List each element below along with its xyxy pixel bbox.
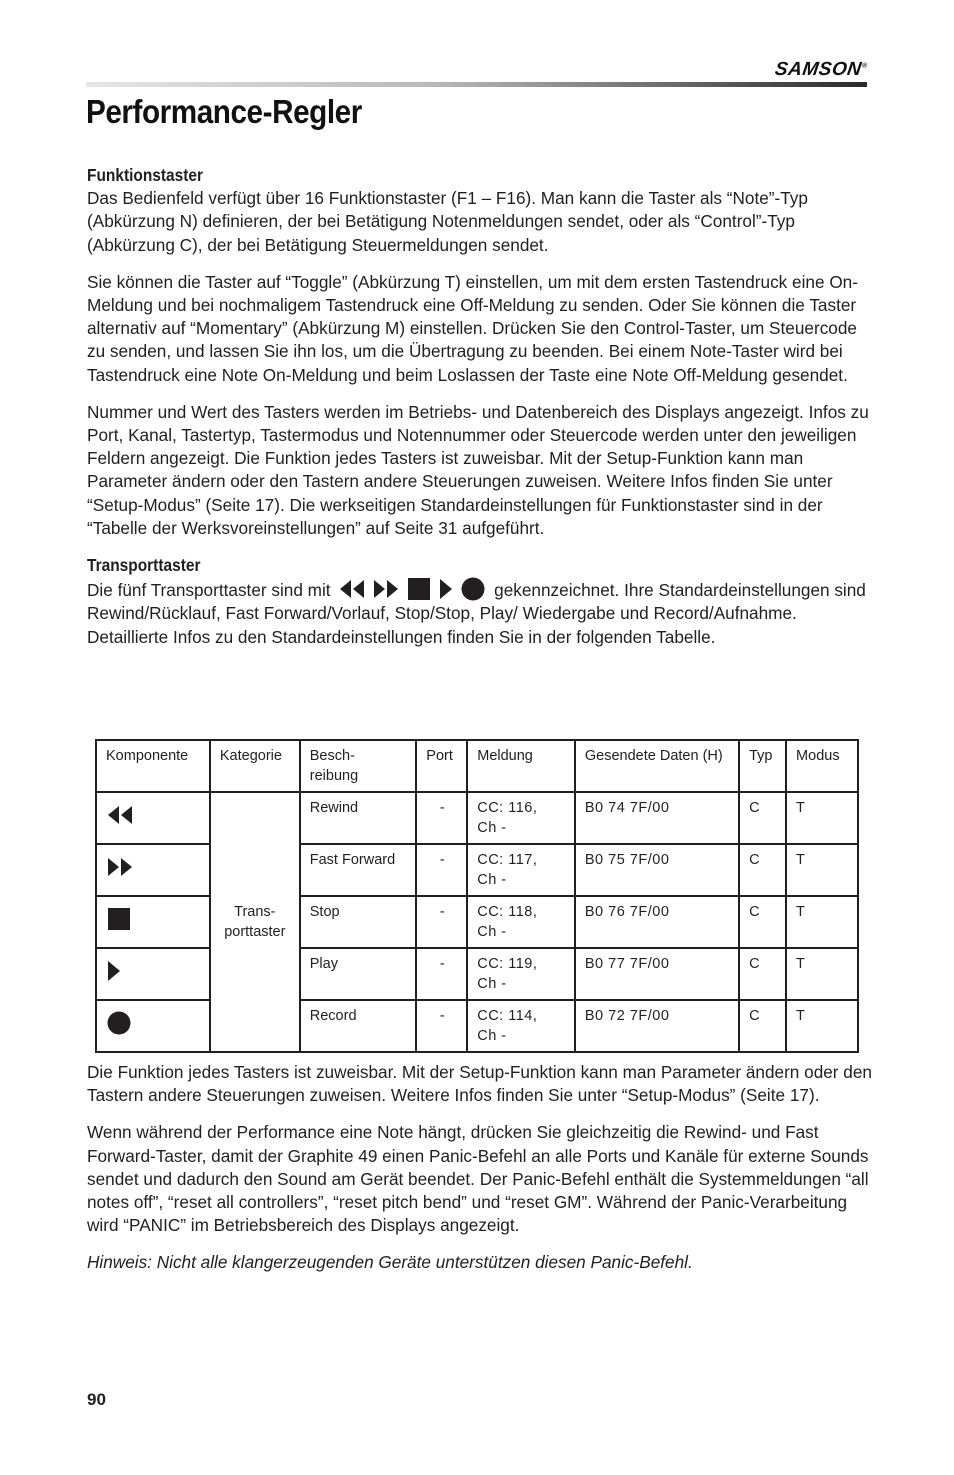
transport-icons — [339, 577, 485, 601]
description-cell: Play — [300, 948, 417, 1000]
paragraph: Das Bedienfeld verfügt über 16 Funktionstaster (F1 – F16). Man kann die Taster als “Note”-Typ (Abkürzung N) definieren, der bei Betätigung Notenmeldungen sendet, oder als “Control”-Typ (Abkürzung C), der bei Betätigung Steuermeldungen sendet. — [87, 188, 808, 255]
note: Hinweis: Nicht alle klangerzeugenden Geräte unterstützen diesen Panic-Befehl. — [87, 1252, 693, 1273]
after-table-content — [87, 1061, 872, 1289]
column-header: Besch- reibung — [300, 740, 417, 792]
table-row — [96, 792, 858, 844]
type-cell: C — [739, 896, 786, 948]
port-cell: - — [416, 896, 467, 948]
column-header: Meldung — [467, 740, 575, 792]
stop-icon — [407, 578, 431, 600]
component-cell — [96, 896, 210, 948]
paragraph-start: Die fünf Transporttaster sind mit — [87, 580, 331, 601]
section-transporttaster — [87, 554, 872, 649]
paragraph-end: gekennzeichnet. Ihre Standardeinstellungen sind Rewind/Rücklauf, Fast Forward/Vorlauf, Stop/Stop, Play/ Wiedergabe und Record/Aufnahme. Detaillierte Infos zu den Standardeinstellungen finden Sie in der folgenden Tabelle. — [87, 580, 866, 647]
port-cell: - — [416, 844, 467, 896]
main-content — [87, 164, 872, 663]
port-cell: - — [416, 1000, 467, 1052]
message-cell: CC: 119, Ch - — [467, 948, 575, 1000]
type-cell: C — [739, 1000, 786, 1052]
category-cell: Trans- porttaster — [210, 792, 300, 1052]
record-icon — [461, 577, 485, 601]
port-cell: - — [416, 792, 467, 844]
type-cell: C — [739, 948, 786, 1000]
component-cell — [96, 948, 210, 1000]
paragraph: Nummer und Wert des Tasters werden im Betriebs- und Datenbereich des Displays angezeigt. Infos zu Port, Kanal, Tastertyp, Tastermodus und Notennummer oder Steuercode werden unter den jeweiligen Feldern angezeigt. Die Funktion jedes Tasters ist zuweisbar. Mit der Setup-Funktion kann man Parameter ändern oder den Tastern andere Steuerungen zuweisen. Weitere Infos finden Sie unter “Setup-Modus” (Seite 17). Die werkseitigen Standardeinstellungen für Funktionstaster sind in der “Tabelle der Werksvoreinstellungen” auf Seite 31 aufgeführt. — [87, 401, 869, 538]
header-rule — [86, 82, 867, 87]
component-cell — [96, 844, 210, 896]
fast-forward-icon — [373, 579, 399, 599]
data-cell: B0 72 7F/00 — [575, 1000, 739, 1052]
transport-table — [95, 739, 859, 1053]
table-header-row — [96, 740, 858, 792]
data-cell: B0 74 7F/00 — [575, 792, 739, 844]
component-cell — [96, 792, 210, 844]
data-cell: B0 77 7F/00 — [575, 948, 739, 1000]
mode-cell: T — [786, 896, 858, 948]
column-header: Modus — [786, 740, 858, 792]
column-header: Kategorie — [210, 740, 300, 792]
description-cell: Record — [300, 1000, 417, 1052]
page-title: Performance-Regler — [86, 93, 362, 130]
rewind-icon — [107, 805, 133, 825]
description-cell: Fast Forward — [300, 844, 417, 896]
message-cell: CC: 117, Ch - — [467, 844, 575, 896]
mode-cell: T — [786, 792, 858, 844]
type-cell: C — [739, 792, 786, 844]
paragraph: Die Funktion jedes Tasters ist zuweisbar. Mit der Setup-Funktion kann man Parameter ändern oder den Tastern andere Steuerungen zuweisen. Weitere Infos finden Sie unter “Setup-Modus” (Seite 17). — [87, 1062, 872, 1106]
column-header: Port — [416, 740, 467, 792]
description-cell: Rewind — [300, 792, 417, 844]
samson-logo: SAMSON® — [773, 59, 869, 80]
data-cell: B0 76 7F/00 — [575, 896, 739, 948]
column-header: Gesendete Daten (H) — [575, 740, 739, 792]
play-icon — [107, 960, 121, 982]
mode-cell: T — [786, 1000, 858, 1052]
record-icon — [107, 1011, 131, 1035]
port-cell: - — [416, 948, 467, 1000]
section-heading: Funktionstaster — [87, 165, 204, 185]
component-cell — [96, 1000, 210, 1052]
message-cell: CC: 116, Ch - — [467, 792, 575, 844]
paragraph: Sie können die Taster auf “Toggle” (Abkürzung T) einstellen, um mit dem ersten Tastendruck eine On-Meldung und bei nochmaligem Tastendruck eine Off-Meldung zu senden. Oder Sie können die Taster alternativ auf “Momentary” (Abkürzung M) einstellen. Drücken Sie den Control-Taster, um Steuercode zu senden, und lassen Sie ihn los, um die Übertragung zu beenden. Bei einem Note-Taster wird bei Tastendruck eine Note On-Meldung und beim Loslassen der Taste eine Note Off-Meldung gesendet. — [87, 271, 858, 385]
paragraph: Wenn während der Performance eine Note hängt, drücken Sie gleichzeitig die Rewind- und Fast Forward-Taster, damit der Graphite 49 einen Panic-Befehl an alle Ports und Kanäle für externe Sounds sendet und dadurch den Sound am Gerät beendet. Der Panic-Befehl enthält die Systemmeldungen “all notes off”, “reset all controllers”, “reset pitch bend” und “reset GM”. Während der Panic-Verarbeitung wird “PANIC” im Betriebsbereich des Displays angezeigt. — [87, 1122, 869, 1236]
data-cell: B0 75 7F/00 — [575, 844, 739, 896]
section-heading: Transporttaster — [87, 555, 201, 576]
message-cell: CC: 114, Ch - — [467, 1000, 575, 1052]
rewind-icon — [339, 579, 365, 599]
column-header: Komponente — [96, 740, 210, 792]
mode-cell: T — [786, 844, 858, 896]
play-icon — [439, 578, 453, 600]
column-header: Typ — [739, 740, 786, 792]
page-number: 90 — [87, 1390, 106, 1409]
mode-cell: T — [786, 948, 858, 1000]
type-cell: C — [739, 844, 786, 896]
stop-icon — [107, 908, 131, 930]
message-cell: CC: 118, Ch - — [467, 896, 575, 948]
fast-forward-icon — [107, 857, 133, 877]
description-cell: Stop — [300, 896, 417, 948]
section-funktionstaster — [87, 164, 872, 257]
